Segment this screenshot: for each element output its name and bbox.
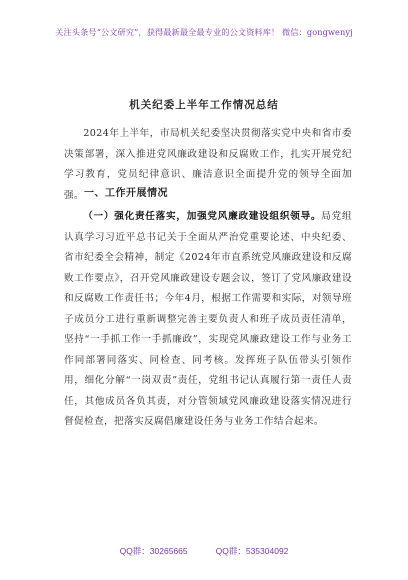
section-heading: 一、工作开展情况	[84, 188, 168, 199]
promo-banner: 关注头条号“公文研究”，获得最新最全最专业的公文资料库！ 微信：gongwenyj	[55, 27, 353, 37]
intro-paragraph: 2024年上半年，市局机关纪委坚决贯彻落实党中央和省市委决策部署，深入推进党风廉政建设和反腐败工作，扎实开展党纪学习教育，党员纪律意识、廉洁意识全面提升党的领导全面加强。	[64, 128, 352, 201]
qq-group-1: QQ群：30265665	[119, 546, 188, 556]
document-title: 机关纪委上半年工作情况总结	[129, 99, 279, 111]
body-paragraph	[64, 207, 352, 433]
paragraph-lead: （一）强化责任落实，加强党风廉政建设组织领导。	[83, 211, 322, 222]
footer	[0, 545, 408, 557]
paragraph-body: 局党组认真学习习近平总书记关于全面从严治党重要论述、中央纪委、省市纪委全会精神，制定《2024年市直系统党风廉政建设和反腐败工作要点》，召开党风廉政建设专题会议，签订了党风廉政建设和反腐败工作责任书；今年4月，根据工作需要和实际，对领导班子成员分工进行重新调整完善主要负责人和班子成员责任清单，坚持“一手抓工作一手抓廉政”，实现党风廉政建设工作与业务工作同部署同落实、同检查、同考核。发挥班子队伍带头引领作用，细化分解“一岗双责”责任，党组书记认真履行第一责任人责任，其他成员各负其责，对分管领域党风廉政建设落实情况进行督促检查，把落实反腐倡廉建设任务与业务工作结合起来。	[64, 211, 352, 427]
qq-group-2: QQ群：535304092	[215, 546, 289, 556]
